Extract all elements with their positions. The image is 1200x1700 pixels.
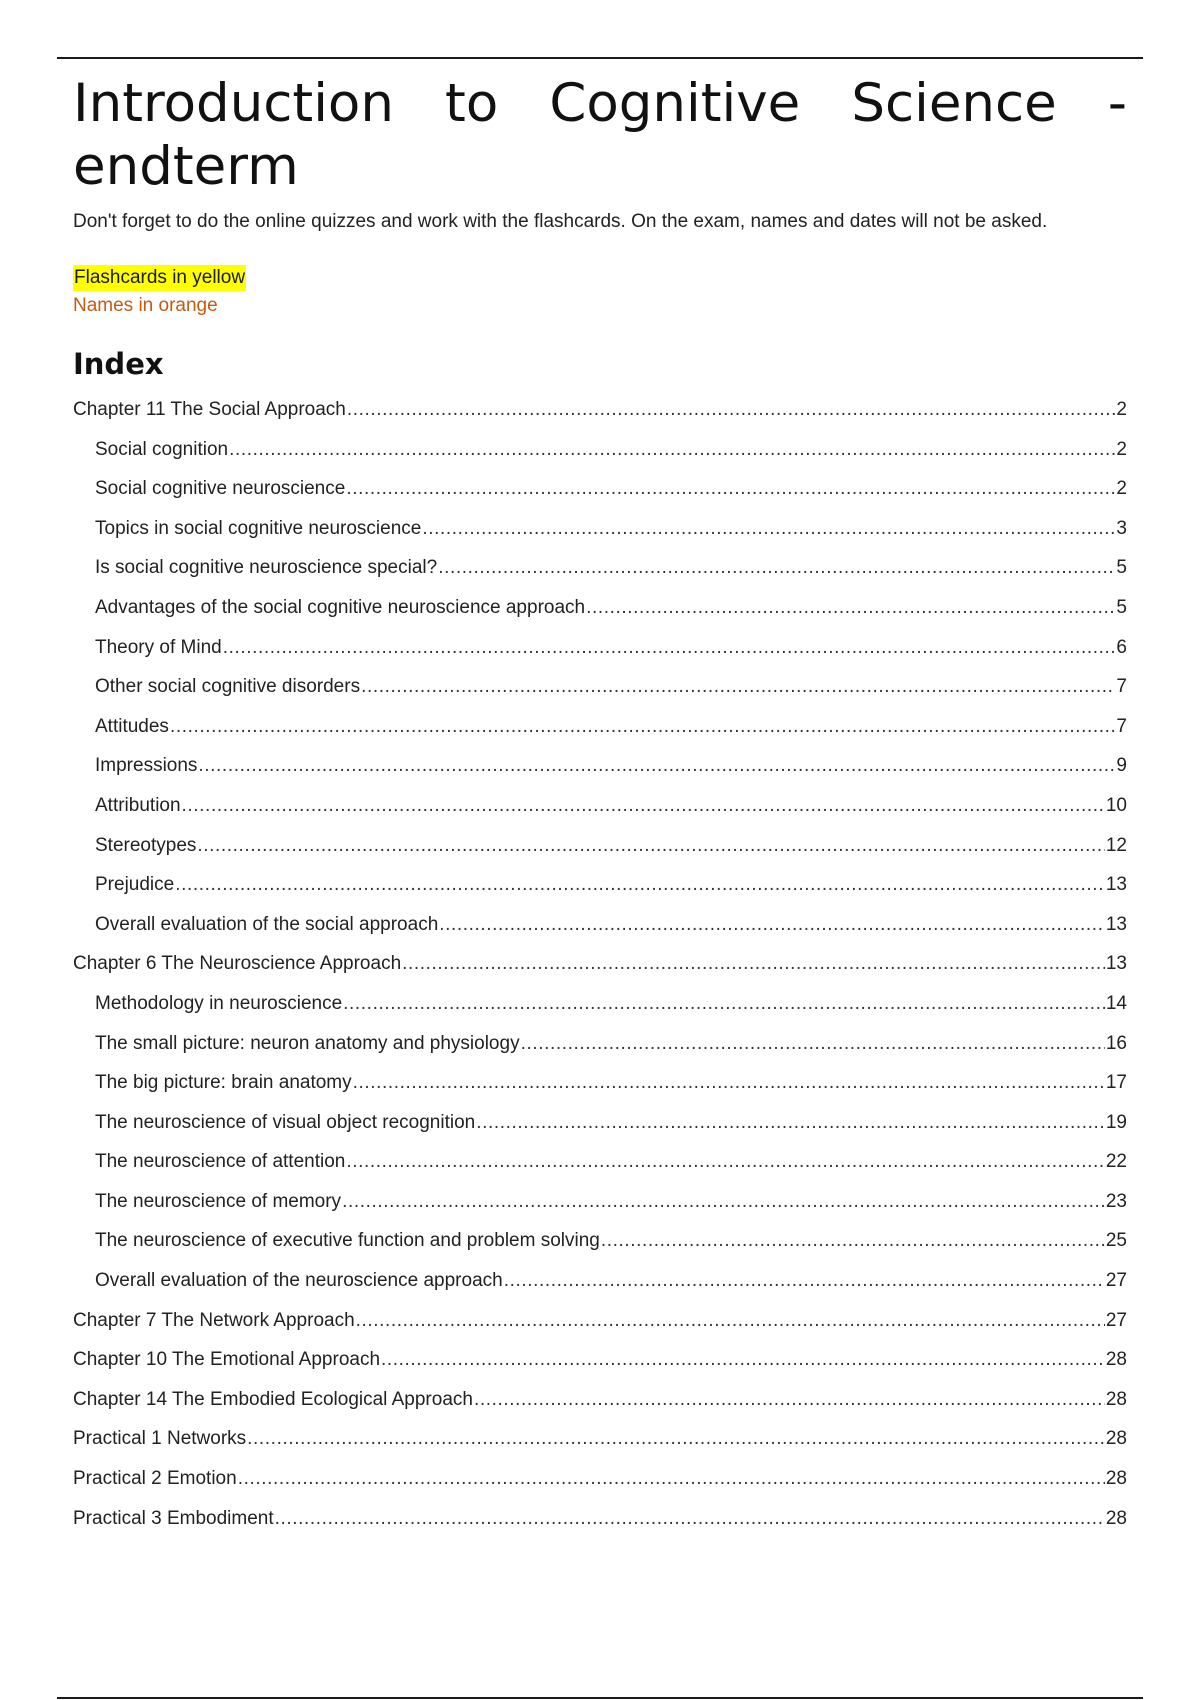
toc-entry-label: Overall evaluation of the neuroscience approach bbox=[95, 1270, 503, 1292]
toc-entry-page-number: 12 bbox=[1105, 834, 1127, 856]
page-top-rule bbox=[57, 57, 1143, 59]
toc-entry-label: Social cognitive neuroscience bbox=[95, 478, 346, 500]
toc-dot-leader bbox=[197, 826, 1104, 866]
toc-entry[interactable] bbox=[73, 1024, 1127, 1064]
toc-entry[interactable] bbox=[73, 707, 1127, 747]
toc-entry-label: Chapter 11 The Social Approach bbox=[73, 399, 346, 420]
toc-entry[interactable] bbox=[73, 746, 1127, 786]
page-bottom-rule bbox=[57, 1697, 1143, 1699]
toc-entry[interactable] bbox=[73, 548, 1127, 588]
toc-entry[interactable] bbox=[73, 430, 1127, 470]
toc-entry-label: Other social cognitive disorders bbox=[95, 676, 361, 698]
document-body bbox=[73, 72, 1127, 1538]
index-heading: Index bbox=[73, 347, 164, 381]
toc-dot-leader bbox=[476, 1103, 1105, 1143]
toc-entry-label: Attitudes bbox=[95, 715, 169, 737]
toc-dot-leader bbox=[521, 1024, 1105, 1064]
toc-entry-label: Practical 2 Emotion bbox=[73, 1468, 237, 1490]
toc-entry-page-number: 28 bbox=[1105, 1349, 1127, 1371]
toc-entry-label: Chapter 10 The Emotional Approach bbox=[73, 1349, 381, 1371]
toc-entry-page-number: 28 bbox=[1105, 1468, 1127, 1490]
toc-entry-page-number: 28 bbox=[1105, 1507, 1127, 1529]
toc-dot-leader bbox=[342, 1182, 1105, 1222]
toc-entry-label: Practical 3 Embodiment bbox=[73, 1507, 274, 1529]
toc-entry[interactable] bbox=[73, 984, 1127, 1024]
toc-dot-leader bbox=[182, 786, 1105, 826]
toc-entry-page-number: 5 bbox=[1116, 596, 1127, 618]
toc-entry-page-number: 5 bbox=[1116, 557, 1127, 579]
toc-dot-leader bbox=[601, 1221, 1105, 1261]
toc-entry[interactable] bbox=[73, 1301, 1127, 1341]
toc-entry-label: Topics in social cognitive neuroscience bbox=[95, 517, 422, 539]
toc-entry-label: The neuroscience of memory bbox=[95, 1190, 342, 1212]
toc-entry-label: Prejudice bbox=[95, 874, 175, 896]
intro-paragraph: Don't forget to do the online quizzes and work with the flashcards. On the exam, names and dates will not be asked. bbox=[73, 211, 1048, 232]
toc-entry-page-number: 9 bbox=[1116, 755, 1127, 777]
toc-dot-leader bbox=[439, 905, 1105, 945]
toc-entry-label: Stereotypes bbox=[95, 834, 197, 856]
toc-entry[interactable] bbox=[73, 390, 1127, 430]
toc-entry[interactable] bbox=[73, 1142, 1127, 1182]
toc-dot-leader bbox=[356, 1301, 1105, 1341]
toc-entry-label: The big picture: brain anatomy bbox=[95, 1072, 352, 1094]
toc-entry-label: Theory of Mind bbox=[95, 636, 222, 658]
toc-entry-page-number: 2 bbox=[1116, 478, 1127, 500]
toc-entry[interactable] bbox=[73, 1419, 1127, 1459]
toc-dot-leader bbox=[343, 984, 1105, 1024]
toc-dot-leader bbox=[346, 469, 1115, 509]
toc-entry-label: Methodology in neuroscience bbox=[95, 992, 343, 1014]
document-title: Introduction to Cognitive Science - endterm bbox=[73, 73, 1127, 197]
toc-dot-leader bbox=[223, 628, 1116, 668]
toc-dot-leader bbox=[474, 1380, 1105, 1420]
toc-entry-page-number: 14 bbox=[1105, 992, 1127, 1014]
toc-entry-page-number: 19 bbox=[1105, 1111, 1127, 1133]
toc-entry-page-number: 3 bbox=[1116, 517, 1127, 539]
toc-entry[interactable] bbox=[73, 1261, 1127, 1301]
toc-entry-page-number: 13 bbox=[1105, 913, 1127, 935]
toc-dot-leader bbox=[229, 430, 1115, 470]
toc-entry-page-number: 7 bbox=[1116, 676, 1127, 698]
toc-entry-page-number: 17 bbox=[1105, 1072, 1127, 1094]
table-of-contents bbox=[73, 390, 1127, 1538]
toc-dot-leader bbox=[347, 390, 1116, 430]
toc-dot-leader bbox=[170, 707, 1115, 747]
toc-entry-page-number: 2 bbox=[1116, 438, 1127, 460]
toc-entry-label: The neuroscience of visual object recognition bbox=[95, 1111, 476, 1133]
toc-entry[interactable] bbox=[73, 1340, 1127, 1380]
toc-dot-leader bbox=[422, 509, 1115, 549]
toc-entry-page-number: 22 bbox=[1105, 1151, 1127, 1173]
toc-entry[interactable] bbox=[73, 1182, 1127, 1222]
toc-entry-page-number: 28 bbox=[1105, 1388, 1127, 1410]
toc-entry-page-number: 13 bbox=[1105, 953, 1127, 975]
toc-entry-label: Is social cognitive neuroscience special? bbox=[95, 557, 438, 579]
toc-dot-leader bbox=[346, 1142, 1105, 1182]
toc-entry-label: Social cognition bbox=[95, 438, 229, 460]
toc-entry-page-number: 10 bbox=[1105, 794, 1127, 816]
flashcards-legend: Flashcards in yellow bbox=[73, 265, 246, 291]
toc-entry-page-number: 6 bbox=[1116, 636, 1127, 658]
toc-dot-leader bbox=[198, 746, 1115, 786]
toc-dot-leader bbox=[175, 865, 1105, 905]
toc-entry[interactable] bbox=[73, 1459, 1127, 1499]
toc-dot-leader bbox=[586, 588, 1115, 628]
toc-entry[interactable] bbox=[73, 469, 1127, 509]
toc-entry[interactable] bbox=[73, 509, 1127, 549]
toc-entry[interactable] bbox=[73, 1499, 1127, 1539]
toc-entry-page-number: 27 bbox=[1105, 1309, 1127, 1331]
toc-entry-label: Chapter 14 The Embodied Ecological Approach bbox=[73, 1388, 473, 1410]
toc-entry-page-number: 28 bbox=[1105, 1428, 1127, 1450]
color-legend bbox=[73, 264, 1127, 320]
toc-dot-leader bbox=[238, 1459, 1105, 1499]
toc-entry-label: Chapter 7 The Network Approach bbox=[73, 1309, 355, 1331]
toc-entry-page-number: 2 bbox=[1116, 399, 1127, 420]
toc-entry-label: Attribution bbox=[95, 794, 181, 816]
toc-entry[interactable] bbox=[73, 1063, 1127, 1103]
toc-entry[interactable] bbox=[73, 944, 1127, 984]
toc-entry-page-number: 13 bbox=[1105, 874, 1127, 896]
toc-entry-label: Advantages of the social cognitive neuroscience approach bbox=[95, 596, 586, 618]
toc-entry-label: The small picture: neuron anatomy and physiology bbox=[95, 1032, 520, 1054]
toc-entry[interactable] bbox=[73, 667, 1127, 707]
toc-entry-page-number: 25 bbox=[1105, 1230, 1127, 1252]
toc-entry-page-number: 7 bbox=[1116, 715, 1127, 737]
toc-entry[interactable] bbox=[73, 786, 1127, 826]
toc-dot-leader bbox=[438, 548, 1115, 588]
toc-dot-leader bbox=[504, 1261, 1105, 1301]
toc-entry-label: Impressions bbox=[95, 755, 198, 777]
toc-entry[interactable] bbox=[73, 865, 1127, 905]
toc-entry-label: Chapter 6 The Neuroscience Approach bbox=[73, 953, 402, 975]
toc-entry[interactable] bbox=[73, 588, 1127, 628]
toc-dot-leader bbox=[402, 944, 1105, 984]
toc-entry[interactable] bbox=[73, 1221, 1127, 1261]
toc-entry-label: The neuroscience of executive function and problem solving bbox=[95, 1230, 600, 1252]
toc-entry-label: Overall evaluation of the social approach bbox=[95, 913, 439, 935]
toc-entry-page-number: 23 bbox=[1105, 1190, 1127, 1212]
toc-entry-label: Practical 1 Networks bbox=[73, 1428, 247, 1450]
toc-entry-page-number: 16 bbox=[1105, 1032, 1127, 1054]
toc-entry-page-number: 27 bbox=[1105, 1270, 1127, 1292]
toc-entry-label: The neuroscience of attention bbox=[95, 1151, 346, 1173]
toc-dot-leader bbox=[353, 1063, 1105, 1103]
toc-dot-leader bbox=[275, 1499, 1105, 1539]
toc-entry[interactable] bbox=[73, 826, 1127, 866]
toc-dot-leader bbox=[361, 667, 1115, 707]
toc-entry[interactable] bbox=[73, 628, 1127, 668]
toc-dot-leader bbox=[247, 1419, 1105, 1459]
toc-entry[interactable] bbox=[73, 905, 1127, 945]
toc-dot-leader bbox=[381, 1340, 1105, 1380]
toc-entry[interactable] bbox=[73, 1380, 1127, 1420]
names-legend: Names in orange bbox=[73, 295, 218, 316]
toc-entry[interactable] bbox=[73, 1103, 1127, 1143]
